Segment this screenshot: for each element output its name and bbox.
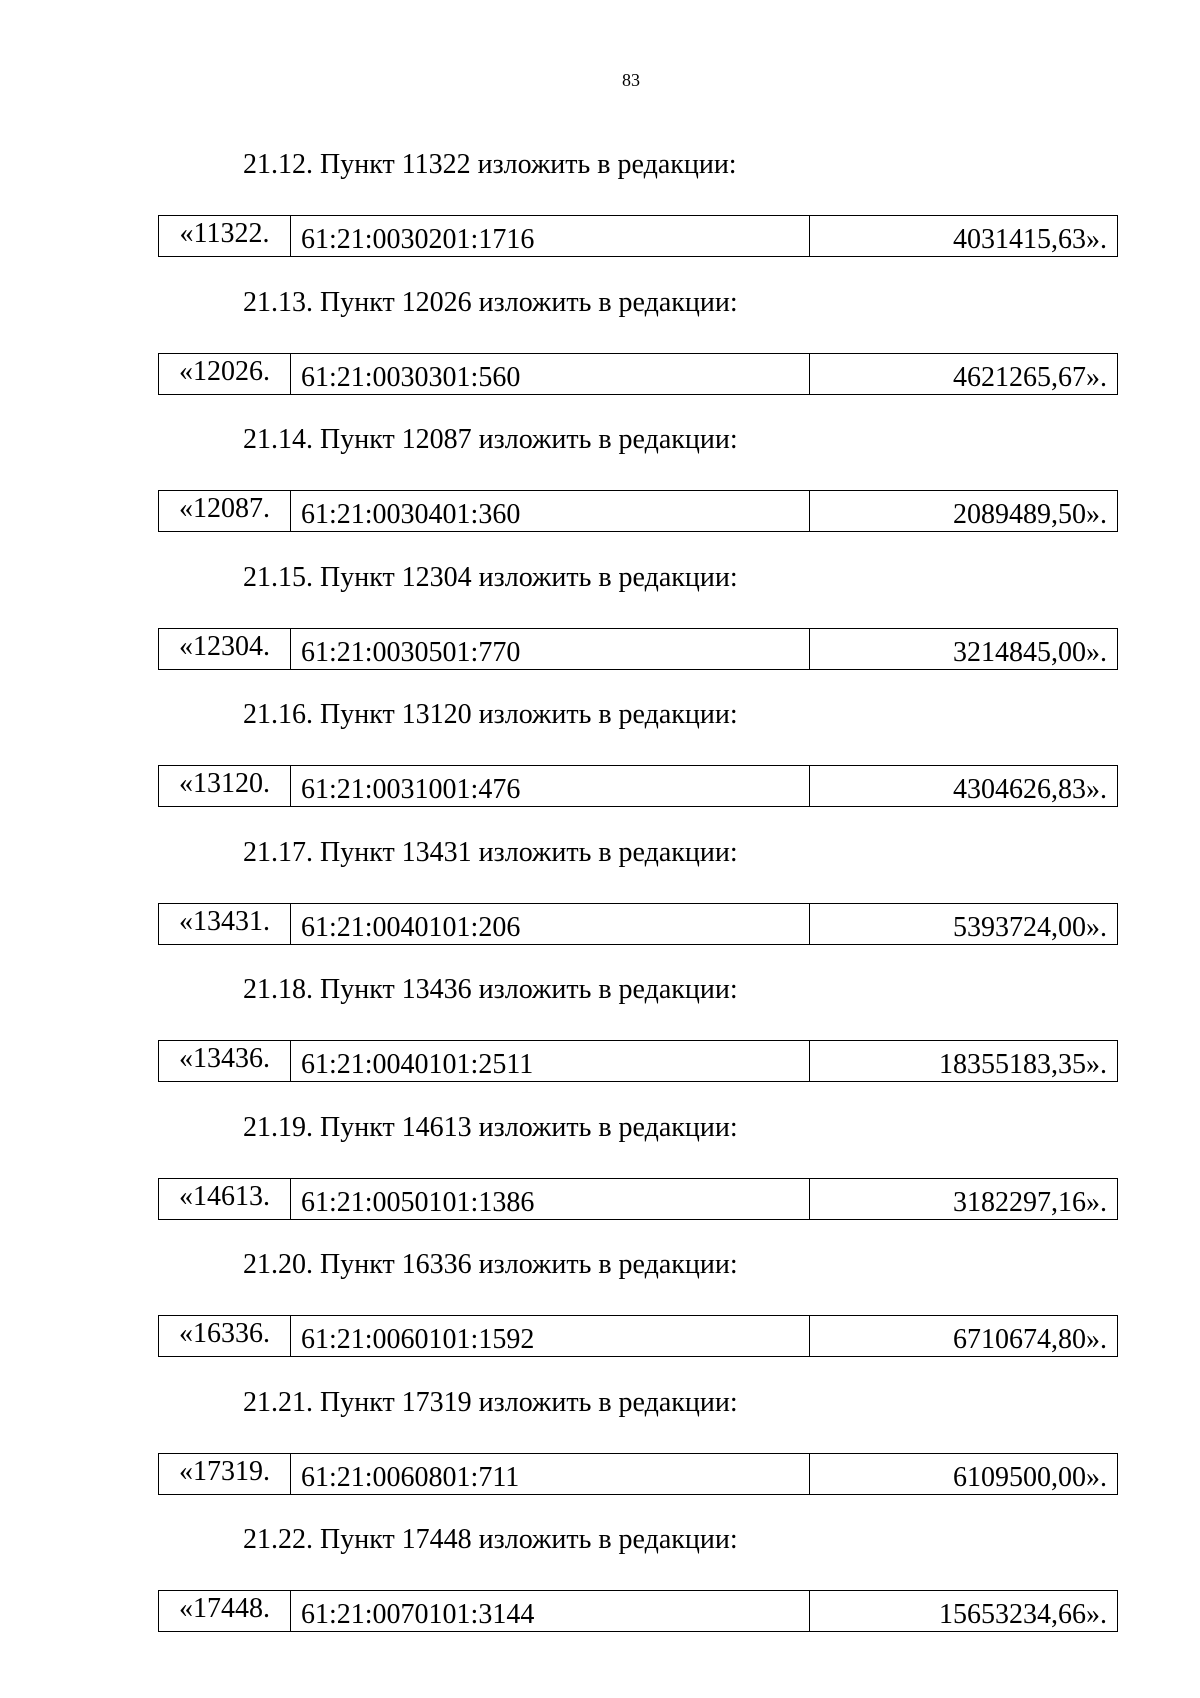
table-row (159, 766, 1118, 807)
amendment-table (158, 215, 1118, 257)
value-cell: 4031415,63». (810, 216, 1118, 257)
value-cell: 5393724,00». (810, 903, 1118, 944)
amendment-section (0, 148, 1200, 286)
amendment-section (0, 973, 1200, 1111)
table-row (159, 1453, 1118, 1494)
table-row (159, 216, 1118, 257)
cadastral-number-cell: 61:21:0040101:2511 (291, 1041, 810, 1082)
amendment-heading: 21.13. Пункт 12026 изложить в редакции: (243, 286, 738, 318)
value-cell: 2089489,50». (810, 491, 1118, 532)
amendment-section (0, 1248, 1200, 1386)
amendment-table (158, 1315, 1118, 1357)
amendment-heading: 21.17. Пункт 13431 изложить в редакции: (243, 836, 738, 868)
item-number-cell: «13431. (159, 903, 291, 944)
value-cell: 4621265,67». (810, 353, 1118, 394)
value-cell: 18355183,35». (810, 1041, 1118, 1082)
value-cell: 3214845,00». (810, 628, 1118, 669)
cadastral-number-cell: 61:21:0060101:1592 (291, 1316, 810, 1357)
table-row (159, 1591, 1118, 1632)
amendment-section (0, 836, 1200, 974)
cadastral-number-cell: 61:21:0030301:560 (291, 353, 810, 394)
value-cell: 3182297,16». (810, 1178, 1118, 1219)
amendment-table (158, 1178, 1118, 1220)
cadastral-number-cell: 61:21:0040101:206 (291, 903, 810, 944)
item-number-cell: «12026. (159, 353, 291, 394)
item-number-cell: «14613. (159, 1178, 291, 1219)
item-number-cell: «12087. (159, 491, 291, 532)
page-number: 83 (622, 70, 640, 90)
amendment-heading: 21.22. Пункт 17448 изложить в редакции: (243, 1524, 738, 1555)
table-row (159, 1178, 1118, 1219)
amendment-section (0, 1111, 1200, 1249)
cadastral-number-cell: 61:21:0031001:476 (291, 766, 810, 807)
table-row (159, 353, 1118, 394)
amendment-heading: 21.15. Пункт 12304 изложить в редакции: (243, 561, 738, 593)
value-cell: 4304626,83». (810, 766, 1118, 807)
table-row (159, 1316, 1118, 1357)
item-number-cell: «12304. (159, 628, 291, 669)
table-row (159, 628, 1118, 669)
amendment-heading: 21.20. Пункт 16336 изложить в редакции: (243, 1249, 738, 1280)
cadastral-number-cell: 61:21:0030201:1716 (291, 216, 810, 257)
amendment-table (158, 1040, 1118, 1082)
amendment-table (158, 765, 1118, 807)
amendment-table (158, 490, 1118, 532)
cadastral-number-cell: 61:21:0030501:770 (291, 628, 810, 669)
item-number-cell: «11322. (159, 216, 291, 257)
value-cell: 6109500,00». (810, 1453, 1118, 1494)
value-cell: 15653234,66». (810, 1591, 1118, 1632)
amendment-section (0, 1386, 1200, 1524)
amendment-section (0, 423, 1200, 561)
amendment-heading: 21.14. Пункт 12087 изложить в редакции: (243, 424, 738, 455)
amendment-section (0, 561, 1200, 699)
amendment-table (158, 353, 1118, 395)
cadastral-number-cell: 61:21:0050101:1386 (291, 1178, 810, 1219)
amendment-heading: 21.21. Пункт 17319 изложить в редакции: (243, 1386, 738, 1418)
table-row (159, 491, 1118, 532)
cadastral-number-cell: 61:21:0070101:3144 (291, 1591, 810, 1632)
amendment-heading: 21.18. Пункт 13436 изложить в редакции: (243, 974, 738, 1005)
cadastral-number-cell: 61:21:0030401:360 (291, 491, 810, 532)
amendment-heading: 21.19. Пункт 14613 изложить в редакции: (243, 1111, 738, 1143)
value-cell: 6710674,80». (810, 1316, 1118, 1357)
amendment-list (0, 148, 1200, 1661)
table-row (159, 1041, 1118, 1082)
amendment-table (158, 628, 1118, 670)
amendment-section (0, 698, 1200, 836)
amendment-table (158, 1590, 1118, 1632)
item-number-cell: «17448. (159, 1591, 291, 1632)
cadastral-number-cell: 61:21:0060801:711 (291, 1453, 810, 1494)
item-number-cell: «16336. (159, 1316, 291, 1357)
amendment-section (0, 1523, 1200, 1661)
amendment-table (158, 903, 1118, 945)
amendment-heading: 21.12. Пункт 11322 изложить в редакции: (243, 149, 737, 180)
amendment-heading: 21.16. Пункт 13120 изложить в редакции: (243, 699, 738, 730)
item-number-cell: «17319. (159, 1453, 291, 1494)
item-number-cell: «13120. (159, 766, 291, 807)
amendment-table (158, 1453, 1118, 1495)
table-row (159, 903, 1118, 944)
item-number-cell: «13436. (159, 1041, 291, 1082)
amendment-section (0, 286, 1200, 424)
